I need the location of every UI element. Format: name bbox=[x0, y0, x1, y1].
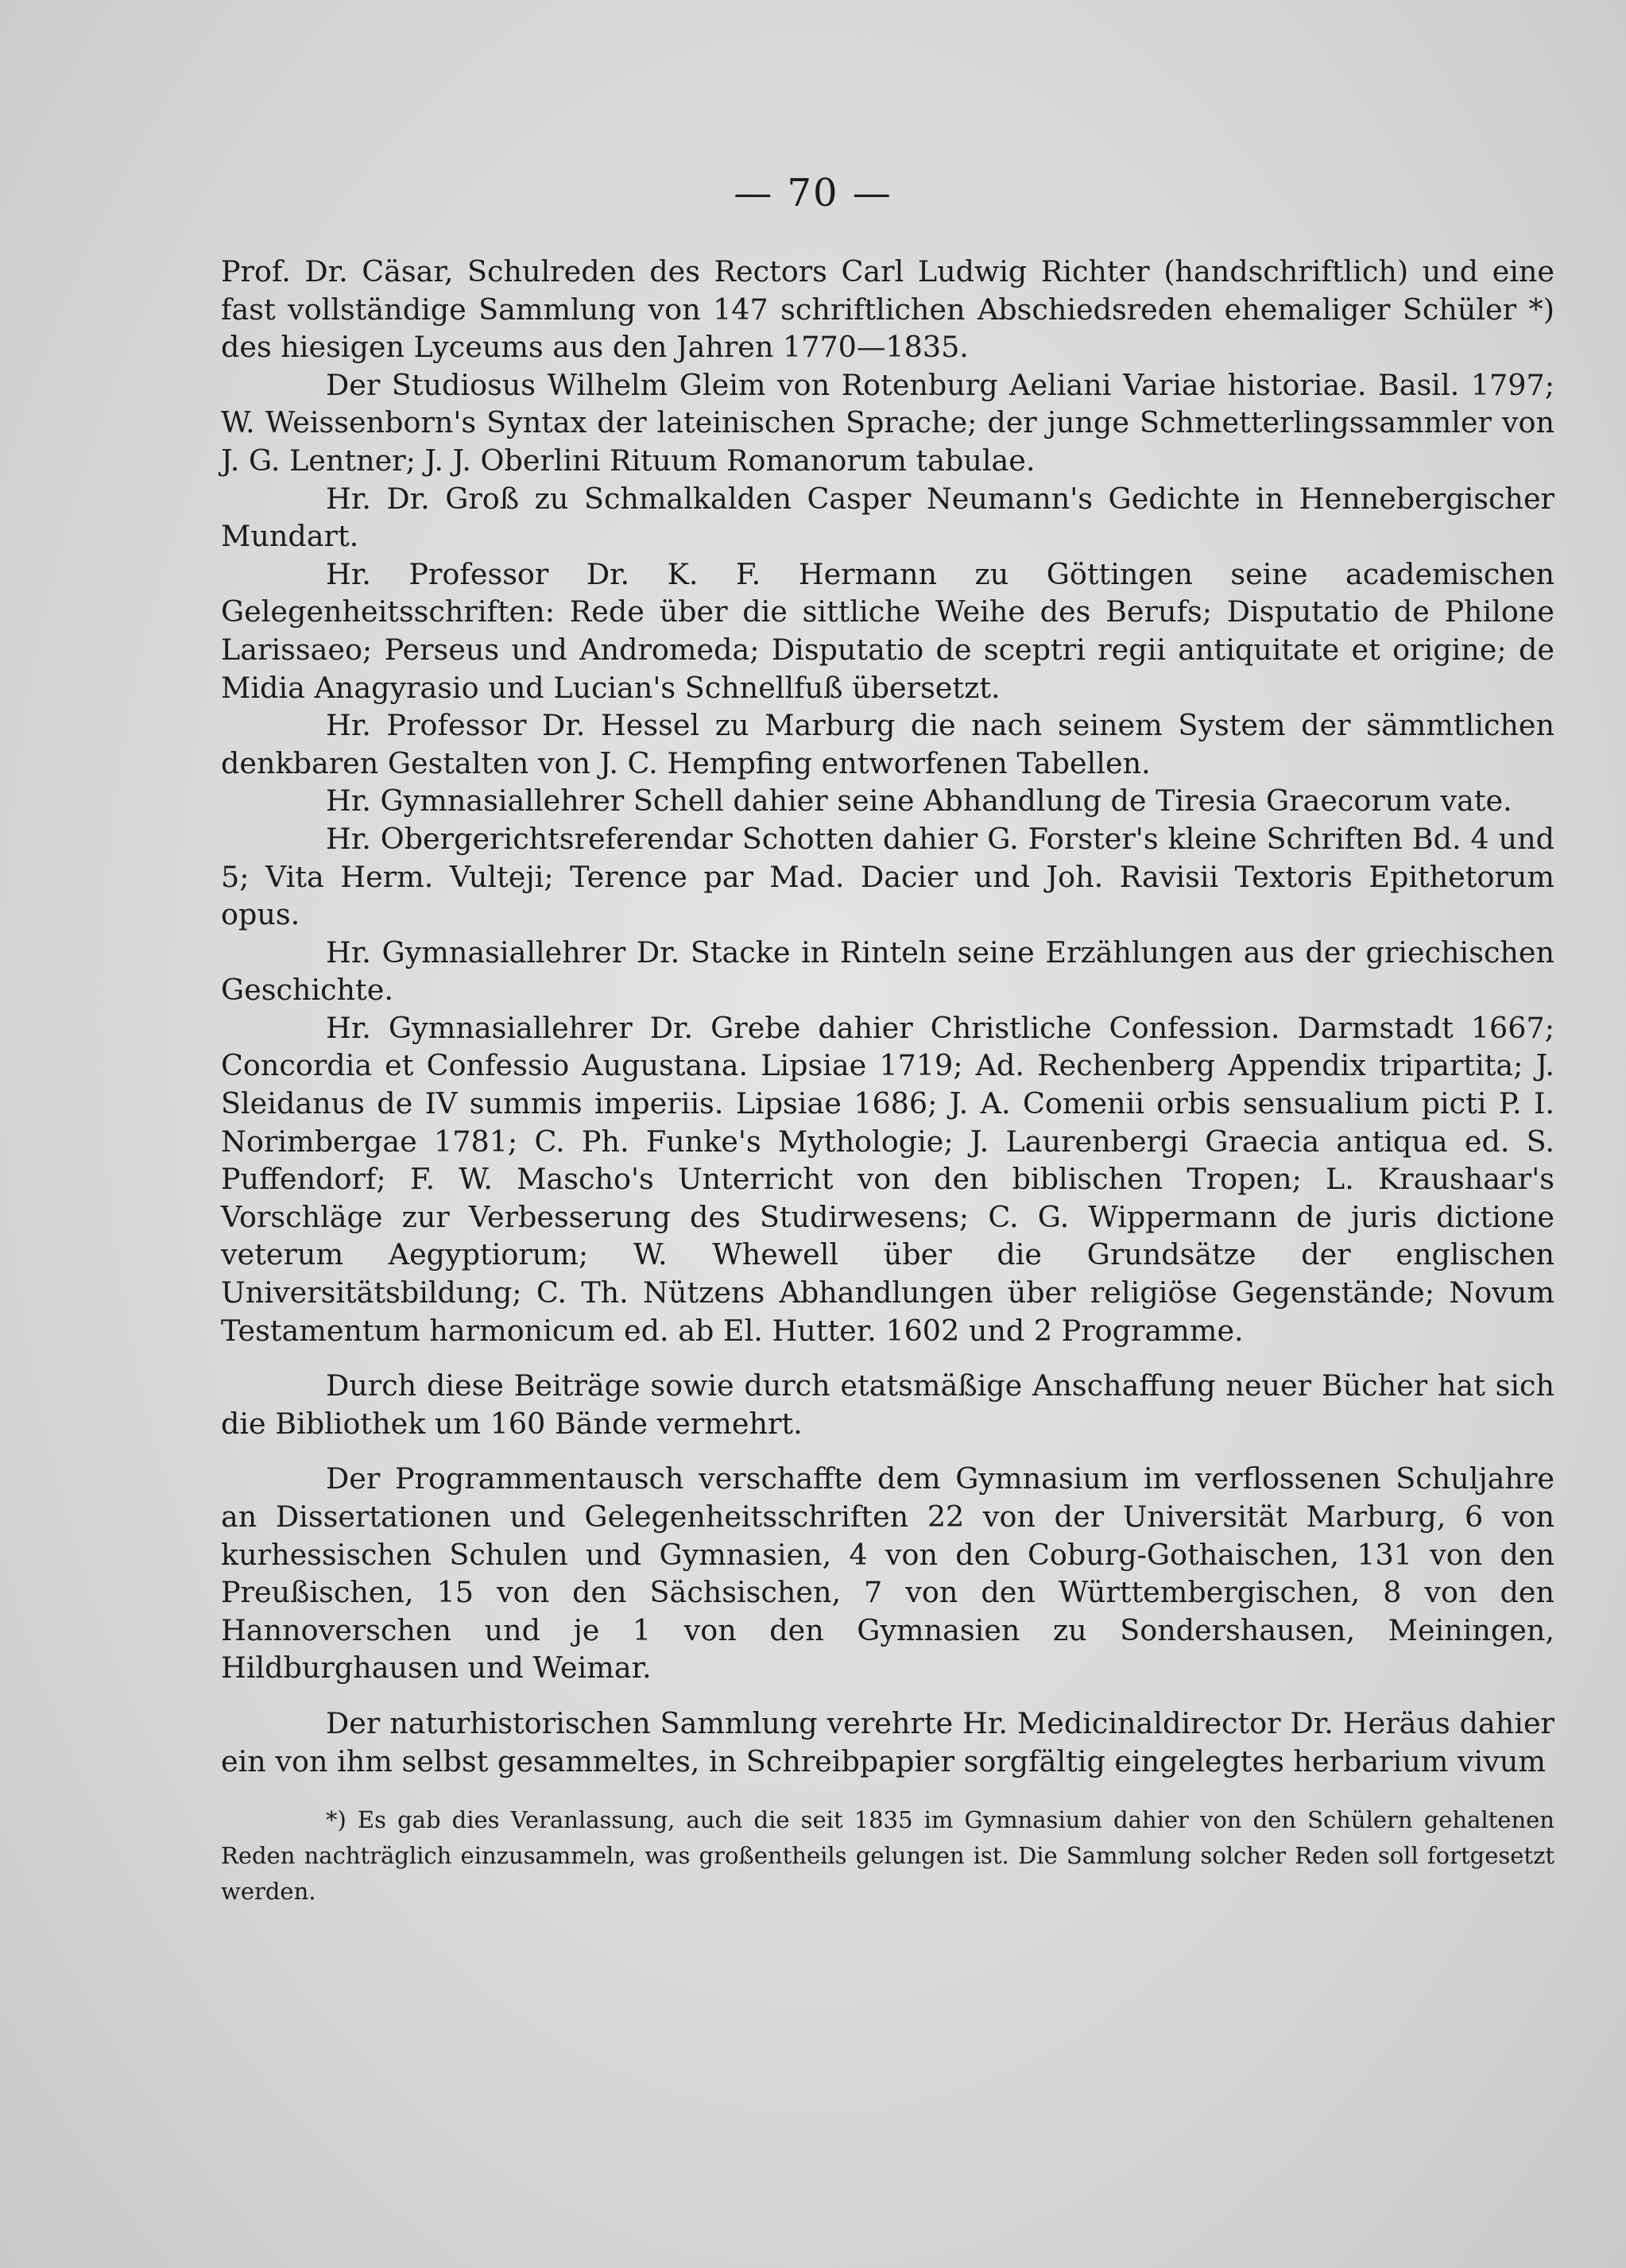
paragraph-library-summary: Durch diese Beiträge sowie durch etatsmäßige Anschaffung neuer Bücher hat sich die Bibliothek um 160 Bände vermehrt. bbox=[221, 1368, 1554, 1441]
paragraph-stacke: Hr. Gymnasiallehrer Dr. Stacke in Rinteln seine Erzählungen aus der griechischen Geschichte. bbox=[221, 935, 1554, 1008]
paragraph-caesar: Prof. Dr. Cäsar, Schulreden des Rectors Carl Ludwig Richter (handschriftlich) und eine fast vollständige Sammlung von 147 schriftlichen Abschiedsreden ehemaliger Schüler *) des hiesigen Lyceums aus den Jahren 1770—1835. bbox=[221, 254, 1554, 365]
paragraph-gross: Hr. Dr. Groß zu Schmalkalden Casper Neumann's Gedichte in Hennebergischer Mundart. bbox=[221, 481, 1554, 554]
paragraph-hermann: Hr. Professor Dr. K. F. Hermann zu Göttingen seine academischen Gelegenheitsschriften: Rede über die sittliche Weihe des Berufs; Disputatio de Philone Larissaeo; Perseus und Andromeda; Disputatio de sceptri regii antiquitate et origine; de Midia Anagyrasio und Lucian's Schnellfuß übersetzt. bbox=[221, 556, 1554, 705]
paragraph-schell: Hr. Gymnasiallehrer Schell dahier seine Abhandlung de Tiresia Graecorum vate. bbox=[326, 784, 1512, 819]
page-number: — 70 — bbox=[734, 171, 892, 215]
paragraph-grebe: Hr. Gymnasiallehrer Dr. Grebe dahier Christliche Confession. Darmstadt 1667; Concordia et Confessio Augustana. Lipsiae 1719; Ad. Rechenberg Appendix tripartita; J. Sleidanus de IV summis imperiis. Lipsiae 1686; J. A. Comenii orbis sensualium picti P. I. Norimbergae 1781; C. Ph. Funke's Mythologie; J. Laurenbergi Graecia antiqua ed. S. Puffendorf; F. W. Mascho's Unterricht von den biblischen Tropen; L. Kraushaar's Vorschläge zur Verbesserung des Studirwesens; C. G. Wippermann de juris dictione veterum Aegyptiorum; W. Whewell über die Grundsätze der englischen Universitätsbildung; C. Th. Nützens Abhandlungen über religiöse Gegenstände; Novum Testamentum harmonicum ed. ab El. Hutter. 1602 und 2 Programme. bbox=[221, 1010, 1554, 1348]
paragraph-natural-history: Der naturhistorischen Sammlung verehrte Hr. Medicinaldirector Dr. Heräus dahier ein von ihm selbst gesammeltes, in Schreibpapier sorgfältig eingelegtes herbarium vivum bbox=[221, 1705, 1554, 1778]
body-text bbox=[221, 253, 1554, 1780]
paragraph-schotten: Hr. Obergerichtsreferendar Schotten dahier G. Forster's kleine Schriften Bd. 4 und 5; Vita Herm. Vulteji; Terence par Mad. Dacier und Joh. Ravisii Textoris Epithetorum opus. bbox=[221, 821, 1554, 932]
footnote: *) Es gab dies Veranlassung, auch die seit 1835 im Gymnasium dahier von den Schülern gehaltenen Reden nachträglich einzusammeln, was großentheils gelungen ist. Die Sammlung solcher Reden soll fortgesetzt werden. bbox=[221, 1806, 1554, 1905]
paragraph-program-exchange: Der Programmentausch verschaffte dem Gymnasium im verflossenen Schuljahre an Dissertationen und Gelegenheitsschriften 22 von der Universität Marburg, 6 von kurhessischen Schulen und Gymnasien, 4 von den Coburg-Gothaischen, 131 von den Preußischen, 15 von den Sächsischen, 7 von den Württembergischen, 8 von den Hannoverschen und je 1 von den Gymnasien zu Sondershausen, Meiningen, Hildburghausen und Weimar. bbox=[221, 1461, 1554, 1686]
paragraph-hessel: Hr. Professor Dr. Hessel zu Marburg die nach seinem System der sämmtlichen denkbaren Gestalten von J. C. Hempfing entworfenen Tabellen. bbox=[221, 708, 1554, 780]
paragraph-gleim: Der Studiosus Wilhelm Gleim von Rotenburg Aeliani Variae historiae. Basil. 1797; W. Weissenborn's Syntax der lateinischen Sprache; der junge Schmetterlingssammler von J. G. Lentner; J. J. Oberlini Rituum Romanorum tabulae. bbox=[221, 367, 1554, 478]
